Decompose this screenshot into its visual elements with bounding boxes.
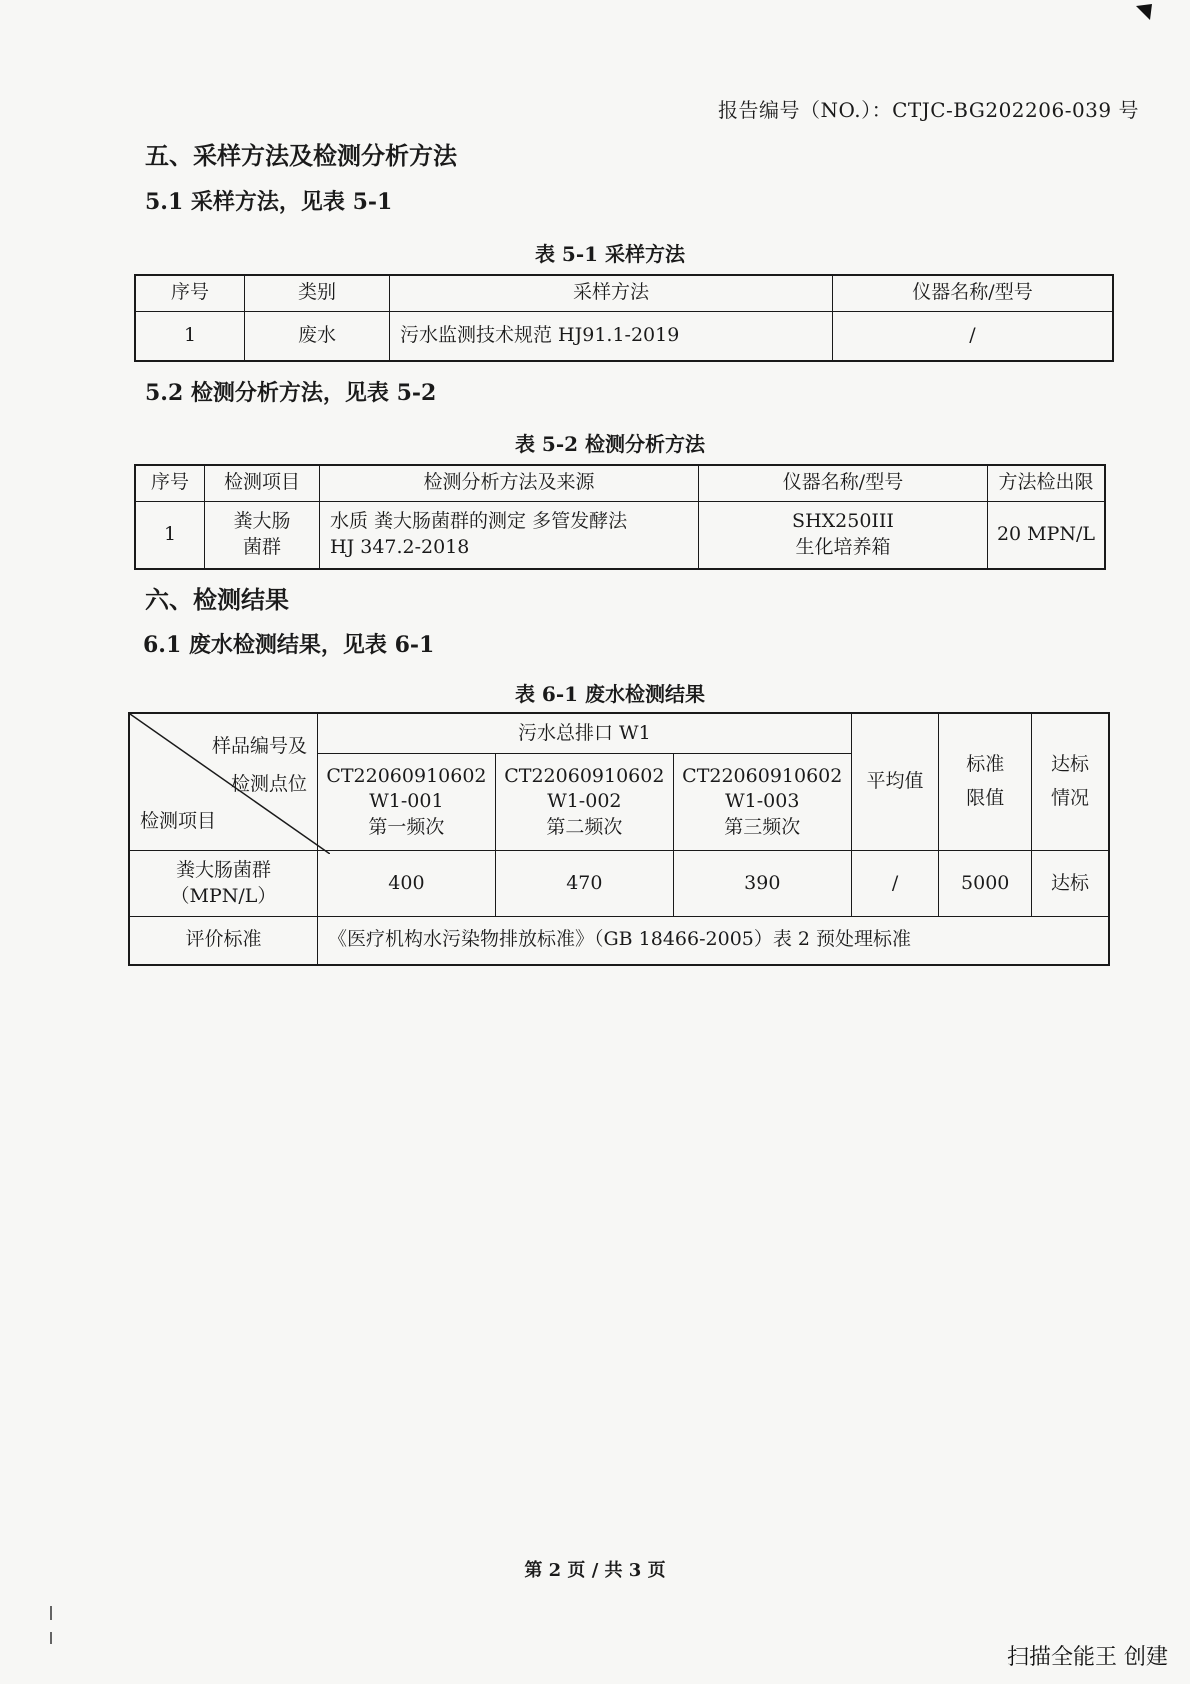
t51-header-method: 采样方法 <box>390 275 833 311</box>
t52-cell-instrument <box>699 501 988 569</box>
page-footer: 第 2 页 / 共 3 页 <box>524 1560 666 1581</box>
t52-method-line2: HJ 347.2-2018 <box>330 535 470 558</box>
t61-cell-value-2: 470 <box>495 851 673 917</box>
t61-cell-avg: / <box>851 851 939 917</box>
t61-sample-2 <box>495 753 673 850</box>
table-5-1 <box>134 274 1114 362</box>
t52-instrument-line2: 生化培养箱 <box>795 535 891 558</box>
t61-sample-2-code: CT22060910602 <box>504 764 665 787</box>
t52-header-method: 检测分析方法及来源 <box>320 465 699 501</box>
scan-mark-bottom-left <box>48 1606 54 1646</box>
t52-method-line1: 水质 粪大肠菌群的测定 多管发酵法 <box>330 510 628 533</box>
table-5-2-caption: 表 5-2 检测分析方法 <box>514 432 706 456</box>
t61-sample-1 <box>317 753 495 850</box>
t61-eval-text: 《医疗机构水污染物排放标准》（GB 18466-2005）表 2 预处理标准 <box>317 917 1109 965</box>
t52-item-line1: 粪大肠 <box>233 510 291 533</box>
t61-cell-item <box>129 851 317 917</box>
t61-eval-label: 评价标准 <box>129 917 317 965</box>
t52-cell-no: 1 <box>135 501 205 569</box>
t61-header-status <box>1032 713 1109 851</box>
t51-cell-no: 1 <box>135 311 245 361</box>
t61-diag-item-label: 检测项目 <box>140 810 217 832</box>
t61-sample-1-code: CT22060910602 <box>326 764 487 787</box>
report-number: 报告编号（NO.）：CTJC-BG202206-039 号 <box>718 98 1139 122</box>
t61-cell-value-3: 390 <box>673 851 851 917</box>
t61-item-line1: 粪大肠菌群 <box>175 858 271 881</box>
t61-sample-1-freq: 第一频次 <box>368 815 445 838</box>
t61-sample-1-sub: W1-001 <box>369 790 444 813</box>
table-5-2 <box>134 464 1106 570</box>
t52-instrument-line1: SHX250III <box>792 510 894 533</box>
t61-status-line1: 达标 <box>1051 753 1090 776</box>
t61-diag-sample-label: 样品编号及 <box>211 735 307 757</box>
t61-limit-line1: 标准 <box>966 753 1005 776</box>
section-6-title: 六、检测结果 <box>145 585 289 614</box>
section-5-title: 五、采样方法及检测分析方法 <box>145 141 457 170</box>
t61-item-line2: （MPN/L） <box>170 884 277 907</box>
scanner-watermark: 扫描全能王 创建 <box>1007 1645 1168 1670</box>
t52-cell-method <box>320 501 699 569</box>
t52-header-no: 序号 <box>135 465 205 501</box>
t61-sample-3-freq: 第三频次 <box>724 815 801 838</box>
t61-sample-3-sub: W1-003 <box>725 790 800 813</box>
section-5-1-title: 5.1 采样方法，见表 5-1 <box>145 189 393 215</box>
t61-limit-line2: 限值 <box>966 787 1005 809</box>
t61-status-line2: 情况 <box>1051 787 1090 809</box>
t61-group-header: 污水总排口 W1 <box>317 713 851 753</box>
t61-sample-3-code: CT22060910602 <box>682 764 843 787</box>
t61-sample-2-sub: W1-002 <box>547 790 622 813</box>
t61-sample-3 <box>673 753 851 850</box>
table-5-1-caption: 表 5-1 采样方法 <box>534 242 686 266</box>
t51-header-instrument: 仪器名称/型号 <box>833 275 1114 311</box>
t52-header-limit: 方法检出限 <box>988 465 1106 501</box>
t52-cell-item <box>205 501 320 569</box>
t61-diag-point-label: 检测点位 <box>230 773 307 795</box>
t61-cell-status: 达标 <box>1032 851 1109 917</box>
t52-header-instrument: 仪器名称/型号 <box>699 465 988 501</box>
table-6-1 <box>128 712 1110 966</box>
t51-cell-method: 污水监测技术规范 HJ91.1-2019 <box>390 311 833 361</box>
t51-cell-category: 废水 <box>245 311 390 361</box>
t61-header-limit <box>939 713 1032 851</box>
t52-item-line2: 菌群 <box>242 535 281 558</box>
t52-cell-limit: 20 MPN/L <box>988 501 1106 569</box>
t51-cell-instrument: / <box>833 311 1114 361</box>
t51-header-category: 类别 <box>245 275 390 311</box>
t61-cell-value-1: 400 <box>317 851 495 917</box>
table-6-1-caption: 表 6-1 废水检测结果 <box>514 682 706 706</box>
t51-header-no: 序号 <box>135 275 245 311</box>
t61-diagonal-header <box>129 713 317 851</box>
t52-header-item: 检测项目 <box>205 465 320 501</box>
t61-cell-limit: 5000 <box>939 851 1032 917</box>
t61-sample-2-freq: 第二频次 <box>546 815 623 838</box>
section-6-1-title: 6.1 废水检测结果，见表 6-1 <box>143 632 435 658</box>
t61-header-avg: 平均值 <box>851 713 939 851</box>
scan-mark-top-right <box>1136 4 1154 22</box>
section-5-2-title: 5.2 检测分析方法，见表 5-2 <box>145 380 437 406</box>
